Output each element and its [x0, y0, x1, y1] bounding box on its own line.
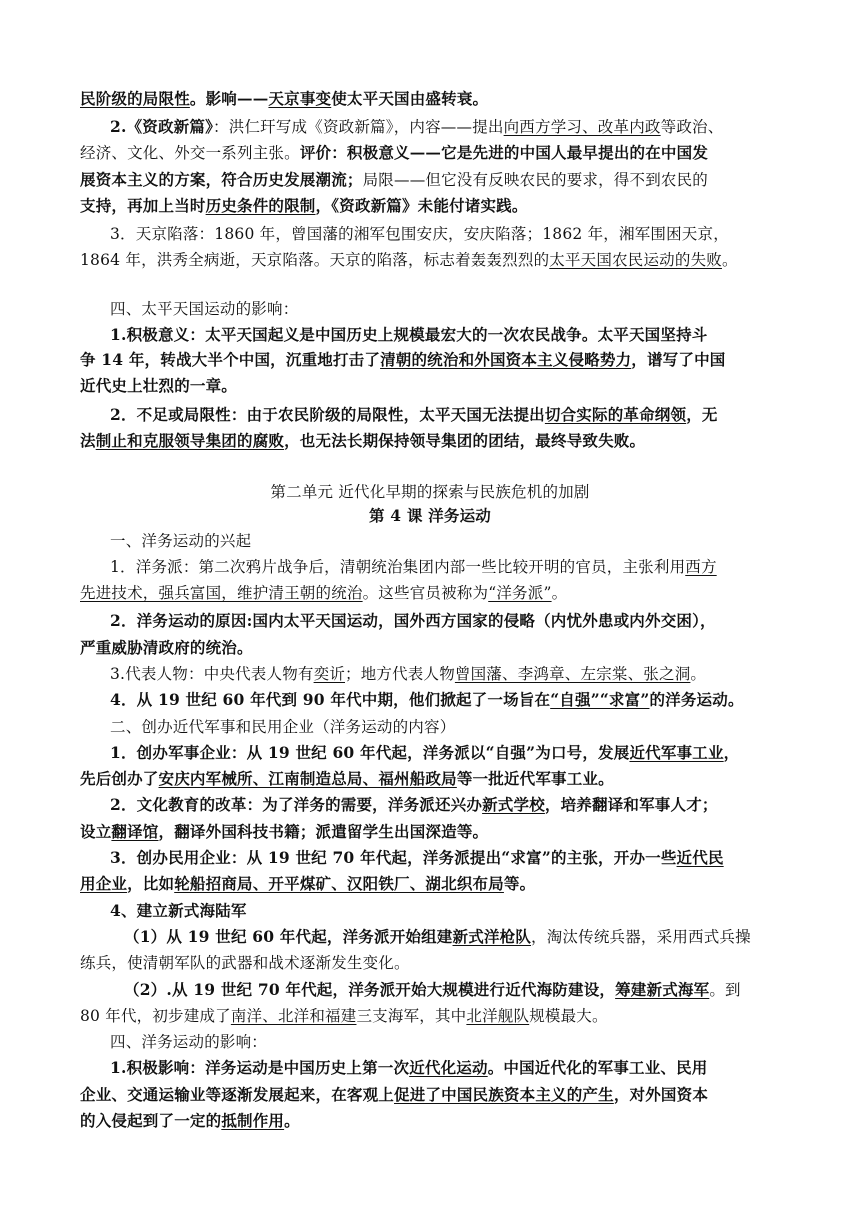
text-run: 严重威胁清政府的统治。 — [80, 638, 253, 657]
text-run: 1.积极影响：洋务运动是中国历史上第一次 — [110, 1058, 410, 1077]
text-run: ，对外国资本 — [613, 1085, 709, 1104]
text-run: 练兵，使清朝军队的武器和战术逐渐发生变化。 — [80, 954, 410, 972]
text-run: 第二单元 近代化早期的探索与民族危机的加剧 — [270, 483, 590, 501]
text-line — [110, 116, 723, 138]
text-line — [110, 404, 718, 426]
text-run: （1）从 19 世纪 60 年代起，洋务派开始组建 — [124, 927, 453, 946]
underlined-key-term: 近代化运动 — [409, 1058, 488, 1077]
text-line — [80, 375, 237, 397]
text-run: 4．从 19 世纪 60 年代到 90 年代中期，他们掀起了一场旨在 — [110, 690, 551, 709]
text-run: 评价：积极意义——它是先进的中国人最早提出的在中国发 — [299, 143, 709, 162]
text-line — [110, 223, 729, 245]
text-run: 1．创办军事企业：从 19 世纪 60 年代起，洋务派以“自强”为口号，发展 — [110, 743, 630, 762]
text-line — [80, 1084, 708, 1106]
underlined-key-term: 近代军事工业 — [629, 743, 724, 762]
text-run: ，比如 — [127, 874, 175, 893]
underlined-key-term: 天京事变 — [268, 89, 332, 108]
text-line — [80, 768, 614, 790]
text-run: 等政治、 — [660, 118, 724, 136]
text-run: 四、太平天国运动的影响： — [110, 300, 299, 318]
text-run: 争 14 年，转战大半个中国，沉重地打击了 — [80, 350, 381, 369]
underlined-key-term: 北洋舰队 — [466, 1007, 530, 1025]
text-line — [124, 926, 751, 948]
text-line — [80, 142, 708, 164]
underlined-key-term: 安庆内军械所、江南制造总局、福州船政局 — [158, 769, 457, 788]
text-line — [80, 637, 253, 659]
text-line — [80, 88, 488, 110]
section-heading — [0, 505, 860, 527]
underlined-key-term: 轮船招商局、开平煤矿、汉阳铁厂、湖北织布局 — [174, 874, 504, 893]
text-run: 第 4 课 洋务运动 — [369, 506, 491, 525]
text-run: 。 — [284, 1111, 300, 1130]
text-run: 法 — [80, 431, 96, 450]
text-run: 四、洋务运动的影响： — [110, 1033, 268, 1051]
text-run: ，淘汰传统兵器，采用西式兵操 — [531, 928, 751, 946]
text-run: 3.代表人物：中央代表人物有 — [110, 665, 314, 683]
text-line — [80, 249, 738, 271]
text-line — [110, 794, 718, 816]
text-line — [110, 742, 739, 764]
text-line — [110, 610, 716, 632]
text-run: 近代史上壮烈的一章。 — [80, 376, 238, 395]
underlined-key-term: “自强”“求富” — [550, 690, 650, 709]
text-run: 先后创办了 — [80, 769, 159, 788]
text-run: 1864 年，洪秀全病逝，天京陷落。天京的陷落，标志着轰轰烈烈的 — [80, 251, 550, 269]
text-run: ， — [723, 743, 740, 762]
text-run: 。影响—— — [189, 89, 269, 108]
underlined-key-term: 历史条件的限制 — [205, 196, 316, 215]
underlined-key-term: 民阶级的局限性 — [80, 89, 190, 108]
underlined-key-term: 新式学校 — [482, 795, 545, 814]
text-run: 80 年代，初步建成了 — [80, 1007, 231, 1025]
text-run: 的洋务运动。 — [649, 690, 744, 709]
underlined-key-term: 南洋、北洋和福建 — [230, 1007, 357, 1025]
text-run: 1.积极意义：太平天国起义是中国历史上规模最宏大的一次农民战争。太平天国坚持斗 — [110, 325, 708, 344]
underlined-key-term: 向西方学习、改革内政 — [503, 118, 661, 136]
underlined-key-term: 翻译馆 — [111, 822, 159, 841]
text-line — [80, 952, 410, 974]
underlined-key-term: 促进了中国民族资本主义的产生 — [394, 1085, 614, 1104]
text-line — [80, 821, 488, 843]
text-run: 规模最大。 — [529, 1007, 608, 1025]
text-run: 。 — [721, 251, 738, 269]
text-line — [80, 349, 725, 371]
underlined-key-term: 奕䜣 — [313, 665, 345, 683]
text-line — [110, 324, 707, 346]
text-run: 。 — [551, 584, 568, 602]
text-line — [80, 582, 567, 604]
underlined-key-term: 制止和克服领导集团的腐败 — [95, 431, 285, 450]
text-run: 等。 — [503, 874, 536, 893]
text-run: 局限——但它没有反映农民的要求，得不到农民的 — [362, 171, 709, 189]
underlined-key-term: 曾国藩、李鸿章、左宗棠、张之洞 — [454, 665, 691, 683]
section-heading — [0, 481, 860, 503]
text-run: 。这些官员被称为 — [362, 584, 489, 602]
text-run: ，无 — [686, 405, 718, 424]
text-line — [110, 1031, 267, 1053]
text-line — [80, 1005, 608, 1027]
text-run: 。到 — [709, 981, 741, 999]
text-line — [110, 900, 247, 922]
text-run: 企业、交通运输业等逐渐发展起来，在客观上 — [80, 1085, 395, 1104]
text-line — [110, 298, 298, 320]
underlined-key-term: 西方 — [685, 558, 717, 576]
text-line — [110, 556, 717, 578]
text-run: 2．洋务运动的原因:国内太平天国运动，国外西方国家的侵略（内忧外患或内外交困）， — [110, 611, 716, 630]
underlined-key-term: 先进技术，强兵富国，维护清王朝的统治 — [80, 584, 363, 602]
text-run: 1．洋务派：第二次鸦片战争后，清朝统治集团内部一些比较开明的官员，主张利用 — [110, 558, 686, 576]
text-run: （2）.从 19 世纪 70 年代起，洋务派开始大规模进行近代海防建设， — [124, 980, 616, 999]
text-run: 支持，再加上当时 — [80, 196, 206, 215]
text-run: ：洪仁玕写成《资政新篇》，内容——提出 — [213, 118, 504, 136]
text-run: 展资本主义的方案，符合历史发展潮流； — [80, 170, 363, 189]
text-line — [110, 716, 455, 738]
text-run: 二、创办近代军事和民用企业（洋务运动的内容） — [110, 718, 456, 736]
text-line — [80, 430, 645, 452]
text-line — [80, 873, 535, 895]
text-run: 3．天京陷落：1860 年，曾国藩的湘军包围安庆，安庆陷落；1862 年，湘军围困天京， — [110, 225, 729, 243]
text-run: 设立 — [80, 822, 112, 841]
text-run: ，也无法长期保持领导集团的团结，最终导致失败。 — [284, 431, 646, 450]
underlined-key-term: 抵制作用 — [221, 1111, 285, 1130]
text-line — [80, 195, 528, 217]
text-line — [110, 1057, 708, 1079]
underlined-key-term: “洋务派” — [488, 584, 552, 602]
text-run: 2.《资政新篇》 — [110, 117, 214, 136]
text-line — [80, 1110, 300, 1132]
text-run: 2．文化教育的改革：为了洋务的需要，洋务派还兴办 — [110, 795, 483, 814]
text-run: 使太平天国由盛转衰。 — [331, 89, 489, 108]
text-run: ，培养翻译和军事人才； — [544, 795, 718, 814]
text-run: ，谱写了中国 — [631, 350, 726, 369]
text-run: 4、建立新式海陆军 — [110, 901, 247, 920]
text-run: 三支海军，其中 — [356, 1007, 467, 1025]
text-run: ，《资政新篇》未能付诸实践。 — [315, 196, 528, 215]
text-line — [110, 847, 724, 869]
text-run: 经济、文化、外交一系列主张。 — [80, 144, 300, 162]
underlined-key-term: 用企业 — [80, 874, 128, 893]
text-line — [110, 663, 706, 685]
text-run: ；地方代表人物 — [345, 665, 455, 683]
text-run: 。 — [690, 665, 707, 683]
text-run: 的入侵起到了一定的 — [80, 1111, 222, 1130]
text-line — [110, 689, 744, 711]
text-run: ，翻译外国科技书籍；派遣留学生出国深造等。 — [158, 822, 489, 841]
text-line — [80, 169, 708, 191]
text-line — [110, 530, 251, 552]
underlined-key-term: 筹建新式海军 — [615, 980, 710, 999]
text-line — [124, 979, 741, 1001]
text-run: 。中国近代化的军事工业、民用 — [487, 1058, 708, 1077]
underlined-key-term: 清朝的统治和外国资本主义侵略势力 — [380, 350, 632, 369]
text-run: 3．创办民用企业：从 19 世纪 70 年代起，洋务派提出“求富”的主张，开办一些 — [110, 848, 677, 867]
text-run: 等一批近代军事工业。 — [456, 769, 614, 788]
underlined-key-term: 切合实际的革命纲领 — [544, 405, 687, 424]
underlined-key-term: 新式洋枪队 — [452, 927, 532, 946]
underlined-key-term: 太平天国农民运动的失败 — [549, 251, 722, 269]
underlined-key-term: 近代民 — [676, 848, 724, 867]
text-run: 一、洋务运动的兴起 — [110, 532, 252, 550]
text-run: 2．不足或局限性：由于农民阶级的局限性，太平天国无法提出 — [110, 405, 545, 424]
